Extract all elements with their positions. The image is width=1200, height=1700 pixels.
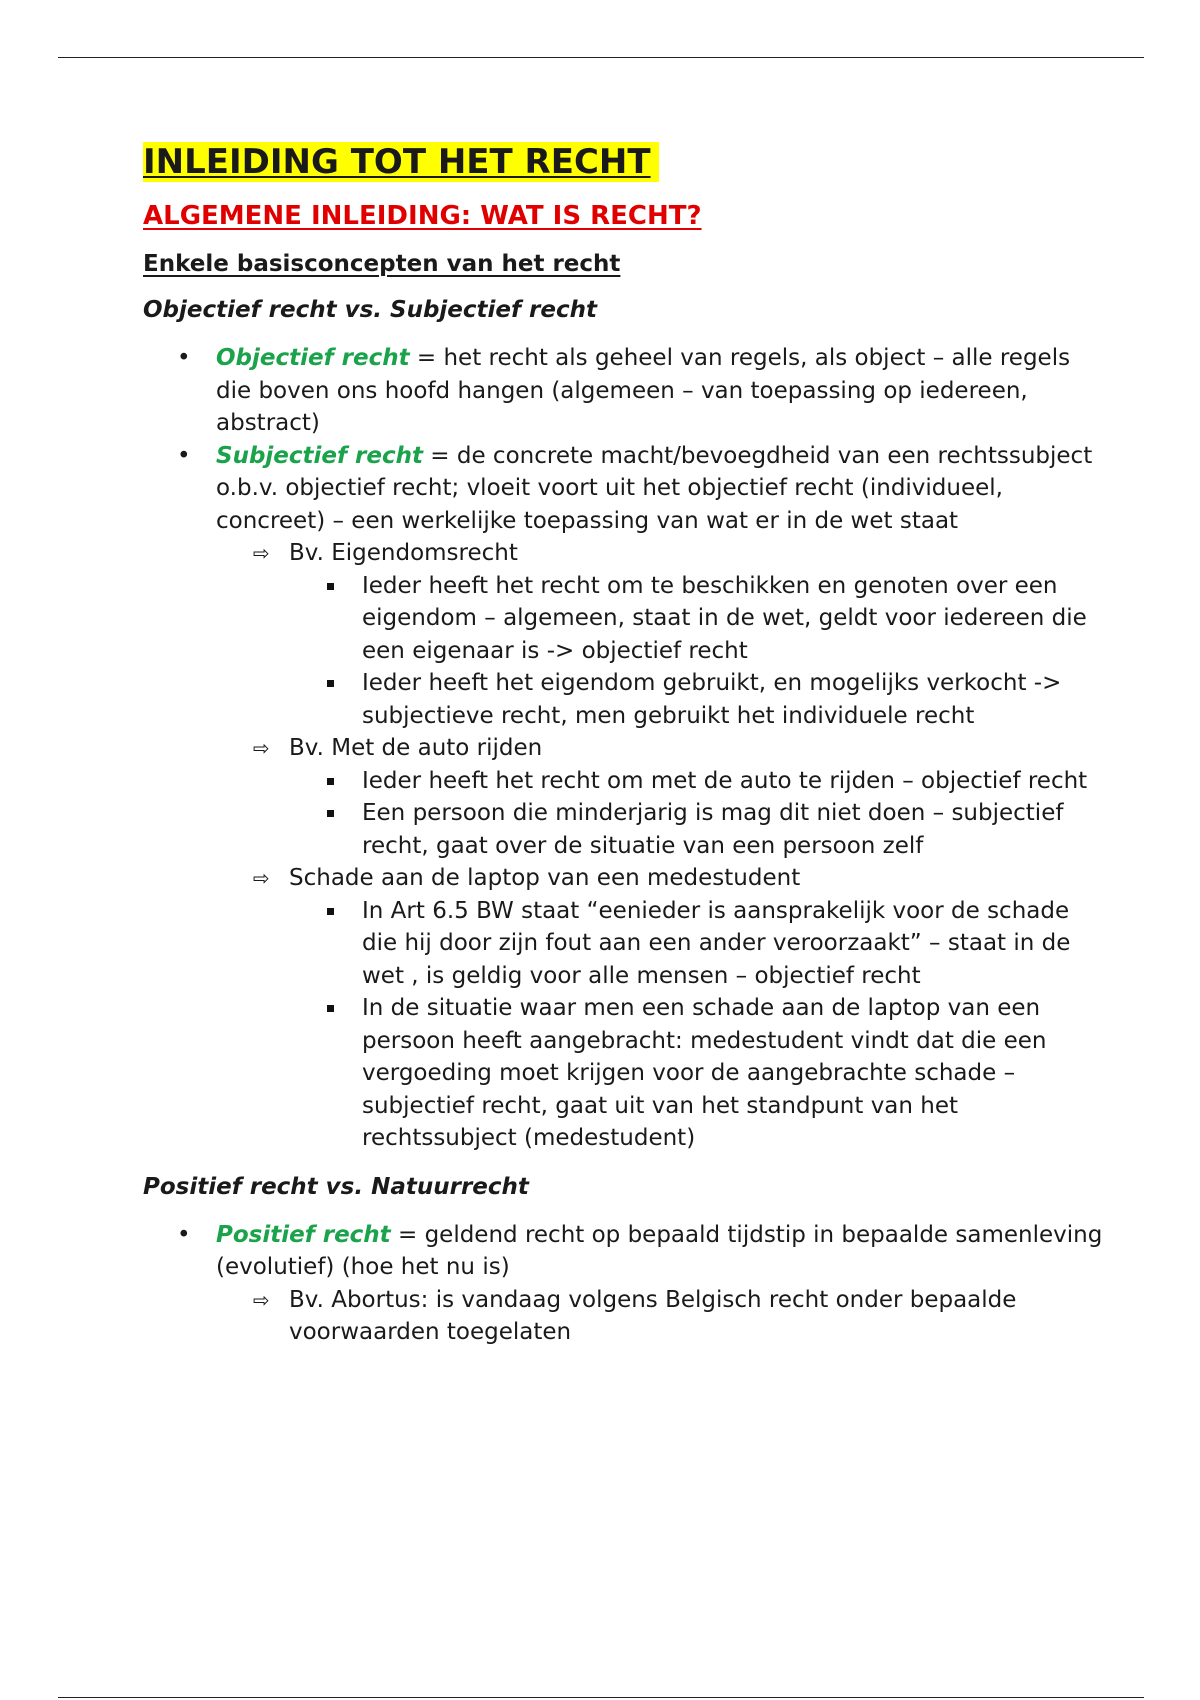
definition-item [143,342,1103,440]
example-item [216,1284,1103,1349]
point-item: In de situatie waar men een schade aan de laptop van een persoon heeft aangebracht: medestudent vindt dat die een vergoeding moet krijgen voor de aangebrachte schade – subjectief recht, gaat uit van het standpunt van het rechtssubject (medestudent) [289,992,1103,1155]
definition-item [143,440,1103,1155]
definition-term: Positief recht [216,1221,391,1248]
definition-list [143,1219,1103,1349]
document-page [143,140,1103,1349]
example-text: Bv. Eigendomsrecht [289,540,518,566]
definition-term: Objectief recht [216,345,410,371]
document-title: INLEIDING TOT HET RECHT [143,140,1103,184]
example-text: Bv. Abortus: is vandaag volgens Belgisch recht onder bepaalde voorwaarden toegelaten [289,1286,1017,1345]
example-item [216,732,1103,862]
point-list [289,895,1103,1155]
definition-list [143,342,1103,1155]
header-rule [58,57,1144,58]
point-item: Ieder heeft het recht om met de auto te rijden – objectief recht [289,765,1103,798]
subsection-heading: Objectief recht vs. Subjectief recht [143,297,597,323]
definition-text: = geldend recht op bepaald tijdstip in bepaalde samenleving (evolutief) (hoe het nu is) [216,1221,1103,1280]
point-item: Ieder heeft het eigendom gebruikt, en mogelijks verkocht -> subjectieve recht, men gebruikt het individuele recht [289,667,1103,732]
point-list [289,765,1103,863]
example-list [216,537,1103,1155]
chapter-heading: ALGEMENE INLEIDING: WAT IS RECHT? [143,201,702,231]
point-list [289,570,1103,733]
example-text: Schade aan de laptop van een medestudent [289,865,801,891]
definition-item [143,1219,1103,1349]
example-text: Bv. Met de auto rijden [289,735,543,761]
footer-rule [58,1697,1144,1698]
section-heading: Enkele basisconcepten van het recht [143,251,621,277]
point-item: Een persoon die minderjarig is mag dit niet doen – subjectief recht, gaat over de situatie van een persoon zelf [289,797,1103,862]
definition-text: = de concrete macht/bevoegdheid van een rechtssubject o.b.v. objectief recht; vloeit voort uit het objectief recht (individueel, concreet) – een werkelijke toepassing van wat er in de wet staat [216,442,1093,534]
example-list [216,1284,1103,1349]
subsection-heading: Positief recht vs. Natuurrecht [143,1173,529,1200]
definition-term: Subjectief recht [216,442,423,469]
point-item: Ieder heeft het recht om te beschikken en genoten over een eigendom – algemeen, staat in de wet, geldt voor iedereen die een eigenaar is -> objectief recht [289,570,1103,668]
example-item [216,537,1103,732]
example-item [216,862,1103,1155]
point-item: In Art 6.5 BW staat “eenieder is aansprakelijk voor de schade die hij door zijn fout aan een ander veroorzaakt” – staat in de wet , is geldig voor alle mensen – objectief recht [289,895,1103,993]
definition-text: = het recht als geheel van regels, als object – alle regels die boven ons hoofd hangen (algemeen – van toepassing op iedereen, abstract) [216,345,1071,436]
